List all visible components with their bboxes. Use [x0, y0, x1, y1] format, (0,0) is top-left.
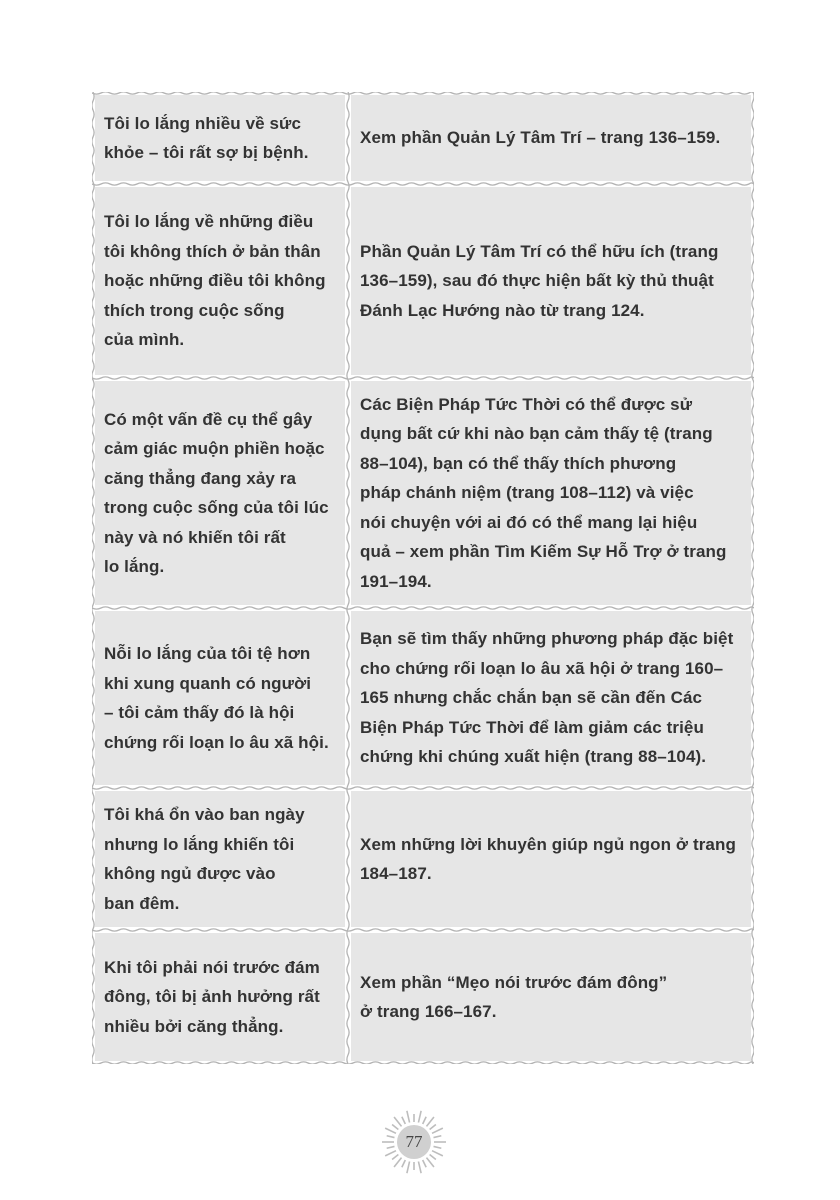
- table-row-4-issue: Nỗi lo lắng của tôi tệ hơn khi xung quanh có người – tôi cảm thấy đó là hội chứng rối loạn lo âu xã hội.: [104, 644, 329, 752]
- table-row-6-issue: Khi tôi phải nói trước đám đông, tôi bị ảnh hưởng rất nhiều bởi căng thẳng.: [104, 957, 320, 1036]
- table-row-6-advice: Xem phần “Mẹo nói trước đám đông” ở trang 166–167.: [360, 972, 668, 1021]
- table-row-3-advice: Các Biện Pháp Tức Thời có thể được sử dụng bất cứ khi nào bạn cảm thấy tệ (trang 88–104), bạn có thể thấy thích phương pháp chánh niệm (trang 108–112) và việc nói chuyện với ai đó có thể mang lại hiệu quả – xem phần Tìm Kiếm Sự Hỗ Trợ ở trang 191–194.: [360, 394, 727, 591]
- column-divider: [347, 92, 349, 1064]
- table-row-5-issue: Tôi khá ổn vào ban ngày nhưng lo lắng khiến tôi không ngủ được vào ban đêm.: [104, 805, 305, 913]
- column-divider: [92, 92, 94, 1064]
- page-number-badge: [380, 1108, 448, 1176]
- table-row-1-advice: Xem phần Quản Lý Tâm Trí – trang 136–159.: [360, 128, 721, 148]
- table-row-1-issue: Tôi lo lắng nhiều về sức khỏe – tôi rất sợ bị bệnh.: [104, 113, 309, 162]
- table-row-2-issue: Tôi lo lắng về những điều tôi không thích ở bản thân hoặc những điều tôi không thích trong cuộc sống của mình.: [104, 212, 326, 350]
- page-number: 77: [405, 1132, 423, 1151]
- table-row-3-issue: Có một vấn đề cụ thể gây cảm giác muộn phiền hoặc căng thẳng đang xảy ra trong cuộc sống của tôi lúc này và nó khiến tôi rất lo lắng.: [104, 409, 329, 576]
- column-divider: [752, 92, 754, 1064]
- advice-table: [92, 92, 754, 1064]
- table-row-2-advice: Phần Quản Lý Tâm Trí có thể hữu ích (trang 136–159), sau đó thực hiện bất kỳ thủ thuật Đánh Lạc Hướng nào từ trang 124.: [360, 241, 719, 320]
- table-row-5-advice: Xem những lời khuyên giúp ngủ ngon ở trang 184–187.: [360, 834, 736, 883]
- table-row-4-advice: Bạn sẽ tìm thấy những phương pháp đặc biệt cho chứng rối loạn lo âu xã hội ở trang 160– 165 nhưng chắc chắn bạn sẽ cần đến Các Biện Pháp Tức Thời để làm giảm các triệu chứng khi chúng xuất hiện (trang 88–104).: [360, 629, 734, 767]
